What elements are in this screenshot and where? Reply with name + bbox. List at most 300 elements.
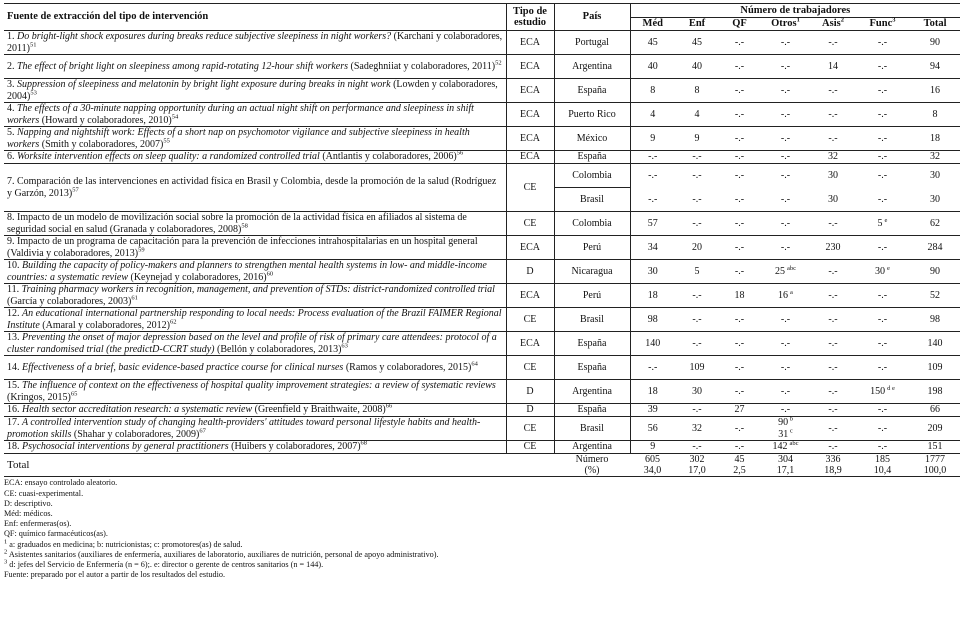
row-title: An educational international partnership responding to local needs: Process evaluation of the Brazil FAIMER Regional Institute xyxy=(7,308,502,331)
value-text: 98 xyxy=(930,313,941,325)
row-title: Do bright-light shock exposures during breaks reduce subjective sleepiness in night workers? xyxy=(17,31,392,43)
row-value xyxy=(910,441,960,454)
value-text: -.- xyxy=(828,289,838,301)
row-value xyxy=(760,417,811,441)
row-value xyxy=(675,236,719,260)
value-text: -.- xyxy=(648,361,658,373)
note-line xyxy=(4,550,960,560)
value-text: -.- xyxy=(780,241,791,253)
value-text: -.- xyxy=(828,441,838,453)
row-source xyxy=(4,308,506,332)
row-value xyxy=(910,31,960,55)
row-study-type: ECA xyxy=(506,332,554,356)
row-value xyxy=(811,332,855,356)
value-text: 40 xyxy=(692,60,702,72)
table-row xyxy=(4,164,960,188)
row-value xyxy=(855,332,910,356)
value-text: -.- xyxy=(734,337,745,349)
row-title: The influence of context on the effectiveness of hospital quality improvement strategies: a review of systematic reviews xyxy=(22,380,496,392)
totals-pct-value: 100,0 xyxy=(910,465,960,477)
value-text: 98 xyxy=(647,313,658,325)
row-value xyxy=(719,79,760,103)
row-value xyxy=(675,332,719,356)
value-text: 4 xyxy=(650,108,656,120)
row-number: 12. xyxy=(7,308,22,320)
workers-table xyxy=(4,3,960,477)
table-row xyxy=(4,356,960,380)
value-text: -.- xyxy=(877,337,888,349)
header-col-label: QF xyxy=(732,18,747,30)
row-title: The effects of a 30-minute napping opportunity during an actual night shift on performance and sleepiness in shift workers xyxy=(7,103,474,126)
value-text: -.- xyxy=(734,193,745,205)
value-sup: e xyxy=(887,264,890,272)
row-number: 9. xyxy=(7,236,17,248)
value-text: -.- xyxy=(877,36,888,48)
row-value xyxy=(719,332,760,356)
row-ref: 68 xyxy=(360,440,368,448)
value-sup: d e xyxy=(887,384,895,392)
row-citation: (Kringos, 2015) xyxy=(7,391,71,403)
table-row xyxy=(4,417,960,441)
row-value xyxy=(719,404,760,417)
row-value xyxy=(811,188,855,212)
row-value xyxy=(719,103,760,127)
row-value xyxy=(630,79,675,103)
row-title: Worksite intervention effects on sleep quality: a randomized controlled trial xyxy=(17,151,320,163)
row-number: 2. xyxy=(7,60,17,72)
row-value xyxy=(630,404,675,417)
value-text: 94 xyxy=(930,60,941,72)
row-source xyxy=(4,212,506,236)
value-text: 27 xyxy=(734,404,745,416)
row-value xyxy=(760,31,811,55)
value-text: -.- xyxy=(648,193,658,205)
note-line xyxy=(4,489,960,499)
row-value xyxy=(855,260,910,284)
value-sup: abc xyxy=(789,440,799,448)
value-text: 57 xyxy=(647,217,658,229)
row-value xyxy=(630,260,675,284)
value-text: 52 xyxy=(930,289,941,301)
row-ref: 55 xyxy=(163,137,170,145)
row-value xyxy=(719,308,760,332)
value-text: -.- xyxy=(828,217,838,229)
totals-numero-value: 605 xyxy=(645,454,660,465)
row-country: Colombia xyxy=(554,212,630,236)
value-text: -.- xyxy=(877,404,888,416)
value-text: 198 xyxy=(927,385,943,397)
row-title: Napping and nightshift work: Effects of a short nap on psychomotor vigilance and subjective sleepiness in health workers xyxy=(7,127,470,150)
row-citation: (Smith y colaboradores, 2007) xyxy=(39,138,164,150)
header-col xyxy=(910,18,960,31)
row-ref: 58 xyxy=(241,222,248,230)
row-source xyxy=(4,151,506,164)
row-value xyxy=(630,236,675,260)
value-sup: abc xyxy=(786,264,797,272)
row-value xyxy=(760,55,811,79)
row-value xyxy=(811,260,855,284)
row-title: Psychosocial interventions by general practitioners xyxy=(22,441,229,453)
totals-pct-value: 17,1 xyxy=(760,465,811,477)
value-text: -.- xyxy=(780,193,791,205)
row-source xyxy=(4,55,506,79)
value-text: 62 xyxy=(930,217,941,229)
value-text: 5 xyxy=(877,217,883,229)
value-text: 16 xyxy=(930,84,941,96)
row-value xyxy=(910,188,960,212)
row-title: The effect of bright light on sleepiness among rapid-rotating 12-hour shift workers xyxy=(17,60,349,72)
totals-row-number xyxy=(4,454,960,466)
totals-pct-value: 2,5 xyxy=(719,465,760,477)
value-text: -.- xyxy=(780,84,791,96)
value-text: 30 xyxy=(930,193,941,205)
value-text: -.- xyxy=(734,84,745,96)
row-country: España xyxy=(554,332,630,356)
row-country: Perú xyxy=(554,236,630,260)
row-value xyxy=(910,332,960,356)
value-text: -.- xyxy=(734,108,745,120)
row-value xyxy=(811,441,855,454)
row-value xyxy=(811,151,855,164)
row-value xyxy=(719,55,760,79)
value-text: -.- xyxy=(692,404,702,416)
row-value xyxy=(675,380,719,404)
row-value xyxy=(855,441,910,454)
row-study-type: ECA xyxy=(506,103,554,127)
row-source xyxy=(4,417,506,441)
value-sup: b xyxy=(788,415,793,423)
row-value xyxy=(811,356,855,380)
row-value xyxy=(760,164,811,188)
note-text: CE: cuasi-experimental. xyxy=(4,488,84,498)
value-text: 16 xyxy=(778,289,789,301)
row-number: 4. xyxy=(7,103,17,115)
row-value xyxy=(719,164,760,188)
row-value xyxy=(910,127,960,151)
value-text: -.- xyxy=(877,441,888,453)
value-sup: e xyxy=(884,216,888,224)
value-text: -.- xyxy=(692,193,702,205)
row-value xyxy=(855,151,910,164)
row-value xyxy=(811,308,855,332)
totals-pct-value: 34,0 xyxy=(630,465,675,477)
header-col-label: Total xyxy=(923,18,947,30)
row-title: Building the capacity of policy-makers and planners to strengthen mental health systems in low- and middle-income countries: a systematic review xyxy=(7,260,487,283)
row-value xyxy=(910,103,960,127)
row-study-type: ECA xyxy=(506,151,554,164)
note-line xyxy=(4,509,960,519)
row-value xyxy=(630,441,675,454)
row-value xyxy=(630,356,675,380)
table-row xyxy=(4,103,960,127)
value-text: 30 xyxy=(930,170,941,182)
row-value xyxy=(630,417,675,441)
row-value xyxy=(760,260,811,284)
row-number: 5. xyxy=(7,127,17,139)
row-value xyxy=(855,188,910,212)
value-text: 30 xyxy=(828,193,838,205)
note-line xyxy=(4,529,960,539)
row-country: Portugal xyxy=(554,31,630,55)
value-text: -.- xyxy=(734,422,745,434)
row-citation: (Bellón y colaboradores, 2013) xyxy=(214,343,342,355)
row-value xyxy=(855,380,910,404)
row-value xyxy=(719,417,760,441)
table-row xyxy=(4,55,960,79)
row-country: Brasil xyxy=(554,188,630,212)
row-ref: 52 xyxy=(495,59,502,67)
value-text: 30 xyxy=(692,385,702,397)
value-text: -.- xyxy=(692,289,702,301)
totals-pct-value: 17,0 xyxy=(675,465,719,477)
row-citation: Comparación de las intervenciones en actividad física en Brasil y Colombia, desde la promoción de la salud (Rodríguez y Garzón, 2013) xyxy=(7,176,497,199)
row-country: Argentina xyxy=(554,441,630,454)
header-col xyxy=(675,18,719,31)
row-value xyxy=(675,79,719,103)
row-value xyxy=(675,55,719,79)
row-value xyxy=(811,404,855,417)
table-row xyxy=(4,308,960,332)
value-text: -.- xyxy=(780,132,791,144)
value-text: 109 xyxy=(689,361,705,373)
header-col-sup: 2 xyxy=(840,16,844,24)
row-value xyxy=(675,31,719,55)
value-text: 9 xyxy=(650,441,656,453)
row-value xyxy=(719,127,760,151)
row-value xyxy=(760,236,811,260)
row-value xyxy=(855,212,910,236)
value-text: 230 xyxy=(825,241,841,253)
row-number: 15. xyxy=(7,380,22,392)
row-value xyxy=(760,212,811,236)
value-text: 30 xyxy=(647,265,658,277)
row-value xyxy=(855,164,910,188)
row-number: 6. xyxy=(7,151,17,163)
totals-empty xyxy=(506,454,554,477)
value-text: 140 xyxy=(645,337,661,349)
row-study-type: ECA xyxy=(506,55,554,79)
row-value xyxy=(719,380,760,404)
value-text: -.- xyxy=(734,151,745,163)
row-source xyxy=(4,356,506,380)
value-text: 90 xyxy=(930,36,941,48)
row-ref: 61 xyxy=(131,294,138,302)
value-text: 18 xyxy=(930,132,941,144)
row-study-type: CE xyxy=(506,164,554,212)
value-text: -.- xyxy=(734,217,745,229)
header-col-label: Func xyxy=(869,18,893,30)
table-notes xyxy=(4,478,960,580)
row-value xyxy=(675,103,719,127)
row-study-type: D xyxy=(506,380,554,404)
row-country: España xyxy=(554,79,630,103)
row-value xyxy=(855,31,910,55)
header-workers: Número de trabajadores xyxy=(630,4,960,18)
row-number: 17. xyxy=(7,417,22,429)
totals-pct-value: 18,9 xyxy=(811,465,855,477)
totals-pct-value: 10,4 xyxy=(855,465,910,477)
row-source xyxy=(4,441,506,454)
row-value xyxy=(760,380,811,404)
row-study-type: D xyxy=(506,404,554,417)
table-row xyxy=(4,260,960,284)
row-ref: 56 xyxy=(456,150,464,158)
row-country: Perú xyxy=(554,284,630,308)
totals-label: Total xyxy=(4,454,506,477)
value-line xyxy=(763,429,808,440)
table-row xyxy=(4,332,960,356)
value-text: 56 xyxy=(647,422,658,434)
row-source xyxy=(4,260,506,284)
row-value xyxy=(675,441,719,454)
row-value xyxy=(630,332,675,356)
row-citation: Impacto de un modelo de movilización social sobre la promoción de la actividad física en afiliados al sistema de seguridad social en salud (Granada y colaboradores, 2008) xyxy=(7,212,467,235)
row-value xyxy=(675,151,719,164)
value-text: 209 xyxy=(927,422,943,434)
row-study-type: CE xyxy=(506,308,554,332)
value-text: -.- xyxy=(648,170,658,182)
header-col-label: Méd xyxy=(642,18,663,30)
note-line xyxy=(4,537,960,550)
row-value xyxy=(910,79,960,103)
row-value xyxy=(760,404,811,417)
row-value xyxy=(760,284,811,308)
value-text: -.- xyxy=(877,313,888,325)
row-country: Nicaragua xyxy=(554,260,630,284)
value-text: -.- xyxy=(877,151,888,163)
note-line xyxy=(4,519,960,529)
value-text: -.- xyxy=(692,441,702,453)
table-row xyxy=(4,31,960,55)
row-value xyxy=(811,284,855,308)
value-text: -.- xyxy=(828,404,838,416)
row-value xyxy=(630,380,675,404)
row-value xyxy=(910,284,960,308)
row-value xyxy=(811,417,855,441)
row-value xyxy=(811,55,855,79)
value-text: -.- xyxy=(734,385,745,397)
row-country: Argentina xyxy=(554,380,630,404)
header-study-type: Tipo de estudio xyxy=(506,4,554,31)
row-value xyxy=(630,31,675,55)
value-text: 40 xyxy=(647,60,658,72)
totals-numero-value: 185 xyxy=(875,454,890,465)
row-value xyxy=(630,151,675,164)
row-title: Health sector accreditation research: a systematic review xyxy=(22,404,253,416)
value-text: -.- xyxy=(734,170,745,182)
value-text: -.- xyxy=(877,289,888,301)
value-text: -.- xyxy=(877,193,888,205)
value-text: -.- xyxy=(780,337,791,349)
value-text: -.- xyxy=(877,422,888,434)
row-ref: 60 xyxy=(266,270,274,278)
value-text: -.- xyxy=(648,151,658,163)
row-citation: (Ramos y colaboradores, 2015) xyxy=(343,361,472,373)
row-value xyxy=(855,404,910,417)
row-value xyxy=(811,212,855,236)
table-row xyxy=(4,151,960,164)
totals-pct-label: (%) xyxy=(554,465,630,477)
table-row xyxy=(4,380,960,404)
row-value xyxy=(811,79,855,103)
value-text: -.- xyxy=(734,36,745,48)
value-text: -.- xyxy=(877,132,888,144)
row-source xyxy=(4,332,506,356)
value-text: -.- xyxy=(692,170,702,182)
row-source xyxy=(4,79,506,103)
row-study-type: D xyxy=(506,260,554,284)
row-value xyxy=(675,284,719,308)
row-ref: 65 xyxy=(70,390,78,398)
row-value xyxy=(855,308,910,332)
header-source: Fuente de extracción del tipo de intervención xyxy=(4,4,506,31)
row-number: 14. xyxy=(7,361,22,373)
note-line xyxy=(4,570,960,580)
row-value xyxy=(855,127,910,151)
row-value xyxy=(760,441,811,454)
row-value xyxy=(719,356,760,380)
value-text: 66 xyxy=(930,404,941,416)
row-value xyxy=(675,308,719,332)
value-text: -.- xyxy=(828,361,838,373)
row-value xyxy=(811,164,855,188)
row-value xyxy=(910,151,960,164)
row-source xyxy=(4,31,506,55)
value-text: 30 xyxy=(828,170,838,182)
row-value xyxy=(630,103,675,127)
value-text: -.- xyxy=(828,132,838,144)
totals-numero-value: 302 xyxy=(689,454,705,465)
value-text: 8 xyxy=(932,108,938,120)
row-value xyxy=(811,236,855,260)
document xyxy=(4,3,960,580)
row-value xyxy=(719,441,760,454)
row-value xyxy=(675,212,719,236)
table-row xyxy=(4,79,960,103)
value-text: 109 xyxy=(927,361,943,373)
value-text: -.- xyxy=(692,151,702,163)
row-citation: (Karchani y colaboradores, 2011) xyxy=(7,31,503,54)
row-number: 10. xyxy=(7,260,22,272)
note-text: QF: químico farmacéuticos(as). xyxy=(4,529,108,539)
row-citation: (Keynejad y colaboradores, 2016) xyxy=(128,271,267,283)
row-value xyxy=(719,236,760,260)
row-value xyxy=(855,55,910,79)
header-col xyxy=(630,18,675,31)
row-study-type: CE xyxy=(506,417,554,441)
note-text: Enf: enfermeras(os). xyxy=(4,519,72,529)
note-sup: 1 xyxy=(4,537,8,545)
row-source xyxy=(4,284,506,308)
value-text: 150 xyxy=(870,385,886,397)
note-sup: 2 xyxy=(4,548,8,556)
row-value xyxy=(719,212,760,236)
row-ref: 53 xyxy=(30,89,37,97)
row-number: 8. xyxy=(7,212,17,224)
row-title: Effectiveness of a brief, basic evidence-based practice course for clinical nurses xyxy=(22,361,344,373)
header-col-sup: 1 xyxy=(796,16,800,24)
row-value xyxy=(910,404,960,417)
row-study-type: CE xyxy=(506,212,554,236)
value-text: -.- xyxy=(780,170,791,182)
note-text: Fuente: preparado por el autor a partir de los resultados del estudio. xyxy=(4,570,225,580)
note-sup: 3 xyxy=(4,558,8,566)
row-source xyxy=(4,236,506,260)
row-value xyxy=(630,55,675,79)
value-text: -.- xyxy=(828,313,838,325)
value-text: -.- xyxy=(877,108,888,120)
row-value xyxy=(811,31,855,55)
